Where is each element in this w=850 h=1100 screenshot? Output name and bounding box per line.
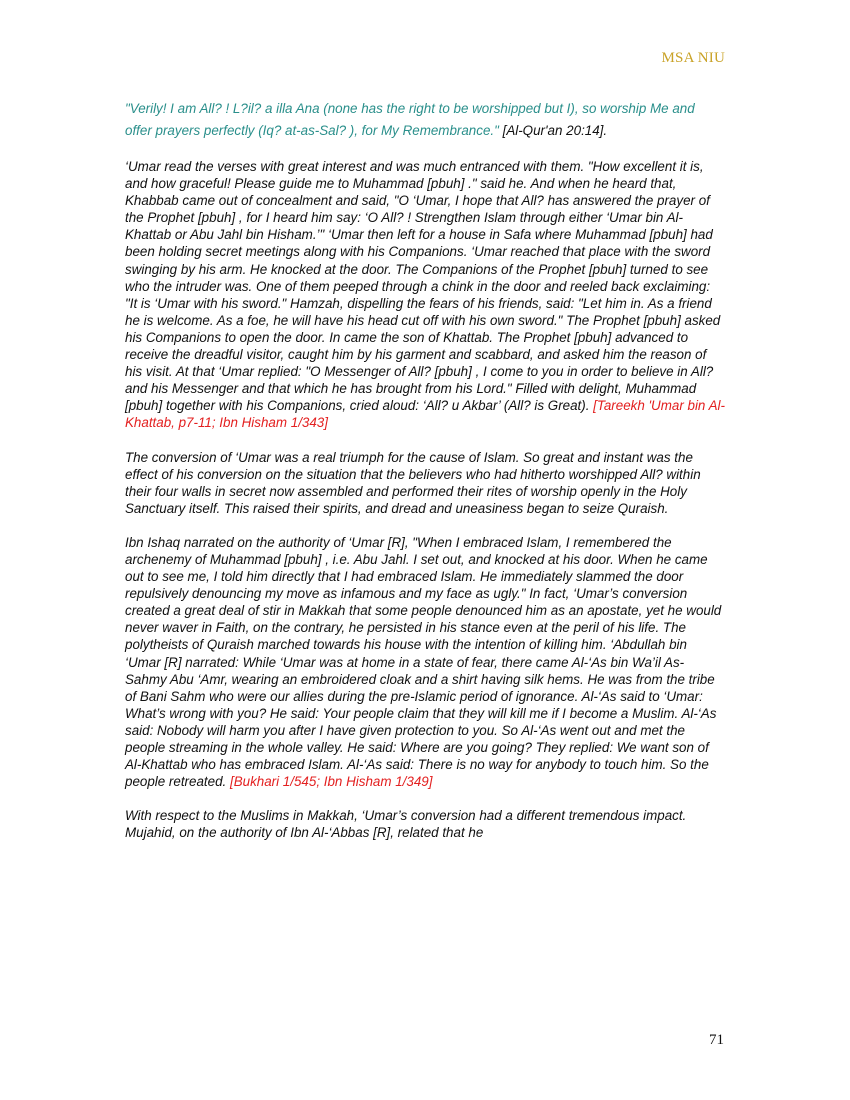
quran-verse-text: "Verily! I am All? ! L?il? a illa Ana (none has the right to be worshipped but I), so worship Me and offer prayers perfectly (Iq? at-as-Sal? ), for My Remembrance." [125,101,695,138]
page-number: 71 [709,1032,724,1048]
verse-reference: [Al-Qur'an 20:14]. [498,122,608,138]
citation: [Tareekh 'Umar bin Al-Khattab, p7-11; Ibn Hisham 1/343] [125,398,725,431]
paragraph-muslims-makkah [125,807,725,841]
paragraph-text: Ibn Ishaq narrated on the authority of ‘Umar [R], "When I embraced Islam, I remembered the archenemy of Muhammad [pbuh] , i.e. Abu Jahl. I set out, and knocked at his door. When he came out to see me, I told him directly that I had embraced Islam. He immediately slammed the door repulsively denouncing my move as infamous and my face as ugly." In fact, ‘Umar’s conversion created a great deal of stir in Makkah that some people denounced him as an apostate, yet he would never waver in Faith, on the contrary, he persisted in his stance even at the peril of his life. The polytheists of Quraish marched towards his house with the intention of killing him. ‘Abdullah bin ‘Umar [R] narrated: While ‘Umar was at home in a state of fear, there came Al-‘As bin Wa’il As-Sahmy Abu ‘Amr, wearing an embroidered cloak and a shirt having silk hems. He was from the tribe of Bani Sahm who were our allies during the pre-Islamic period of ignorance. Al-‘As said to ‘Umar: What’s wrong with you? He said: Your people claim that they will kill me if I become a Muslim. Al-‘As said: Nobody will harm you after I have given protection to you. So Al-‘As went out and met the people streaming in the whole valley. He said: Where are you going? They replied: We want son of Al-Khattab who has embraced Islam. Al-‘As said: There is no way for anybody to touch him. So the people retreated. [125,534,722,790]
paragraph-text: With respect to the Muslims in Makkah, ‘Umar’s conversion had a different tremendous impact. Mujahid, on the authority of Ibn Al-‘Abbas [R], related that he [125,808,687,841]
paragraph-text: ‘Umar read the verses with great interest and was much entranced with them. "How excellent it is, and how graceful! Please guide me to Muhammad [pbuh] ." said he. And when he heard that, Khabbab came out of concealment and said, "O ‘Umar, I hope that All? has answered the prayer of the Prophet [pbuh] , for I heard him say: ‘O All? ! Strengthen Islam through either ‘Umar bin Al-Khattab or Abu Jahl bin Hisham.’" ‘Umar then left for a house in Safa where Muhammad [pbuh] had been holding secret meetings along with his Companions. ‘Umar reached that place with the sword swinging by his arm. He knocked at the door. The Companions of the Prophet [pbuh] turned to see who the intruder was. One of them peeped through a chink in the door and reeled back exclaiming: "It is ‘Umar with his sword." Hamzah, dispelling the fears of his friends, said: "Let him in. As a friend he is welcome. As a foe, he will have his head cut off with his own sword." The Prophet [pbuh] asked his Companions to open the door. In came the son of Khattab. The Prophet [pbuh] advanced to receive the dreadful visitor, caught him by his garment and scabbard, and asked him the reason of his visit. At that ‘Umar replied: "O Messenger of All? [pbuh] , I come to you in order to believe in All? and his Messenger and that which he has brought from his Lord." Filled with delight, Muhammad [pbuh] together with his Companions, cried aloud: ‘All? u Akbar’ (All? is Great). [125,159,721,414]
page-body [125,98,725,858]
quran-quote-paragraph [125,98,725,141]
running-header: MSA NIU [661,50,725,66]
paragraph-conversion-triumph [125,449,725,517]
paragraph-text: The conversion of ‘Umar was a real triumph for the cause of Islam. So great and instant was the effect of his conversion on the situation that the believers who had hitherto worshipped All? within their four walls in secret now assembled and performed their rites of worship openly in the Holy Sanctuary itself. This raised their spirits, and dread and uneasiness began to seize Quraish. [125,449,701,516]
paragraph-umar-visit [125,158,725,432]
citation: [Bukhari 1/545; Ibn Hisham 1/349] [229,774,433,790]
paragraph-ibn-ishaq [125,534,725,790]
